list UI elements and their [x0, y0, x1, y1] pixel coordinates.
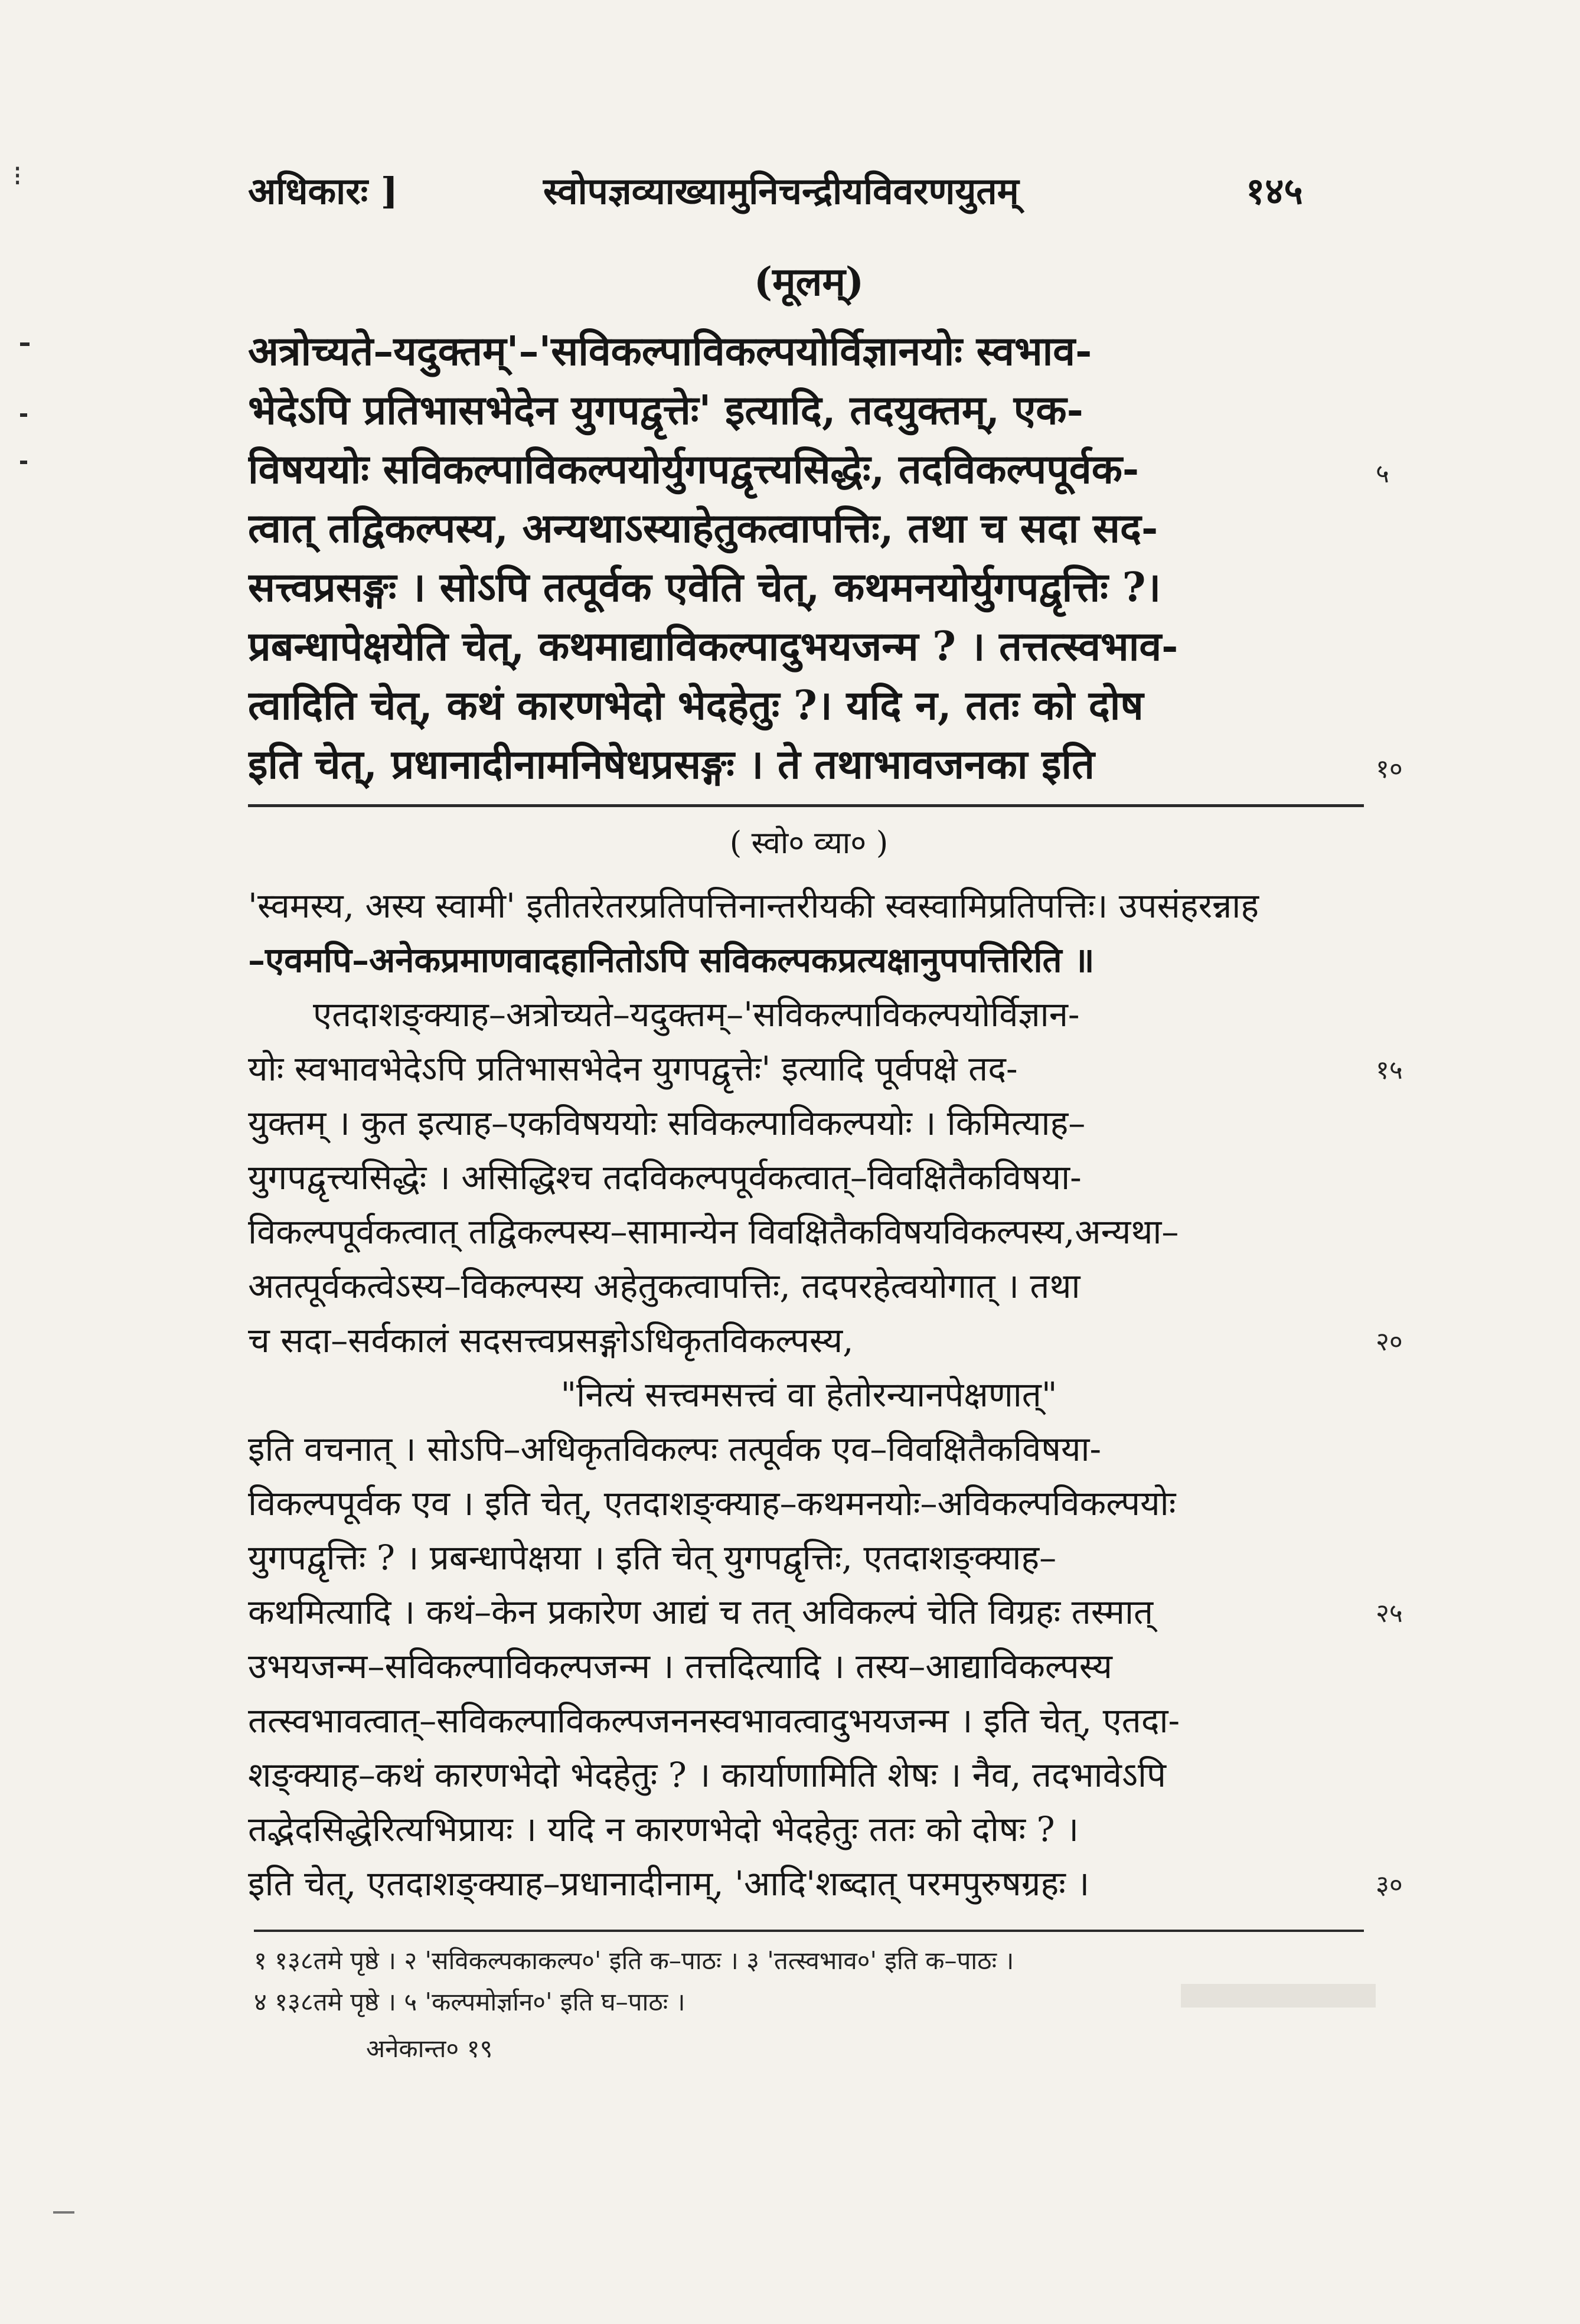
line-number: १०: [1376, 754, 1403, 784]
line-number: १५: [1376, 1055, 1403, 1085]
root-text: [248, 322, 1370, 806]
footnote-divider: [254, 1930, 1364, 1932]
commentary-text: [248, 879, 1370, 1918]
line-number: ३०: [1376, 1870, 1403, 1900]
quoted-verse: "नित्यं सत्त्वमसत्त्वं वा हेतोरन्यानपेक्षणात्": [560, 1375, 1057, 1415]
commentary-heading: ( स्वो० व्या० ): [729, 825, 889, 861]
signature-mark: अनेकान्त० १९: [366, 2034, 493, 2063]
root-line: भेदेऽपि प्रतिभासभेदेन युगपद्वृत्तेः' इत्यादि, तदयुक्तम्, एक-: [248, 387, 1083, 434]
edge-mark: [53, 2211, 74, 2214]
commentary-line: –एवमपि–अनेकप्रमाणवादहानितोऽपि सविकल्पकप्रत्यक्षानुपपत्तिरिति ॥: [248, 940, 1095, 980]
root-line: प्रबन्धापेक्षयेति चेत्, कथमाद्याविकल्पादुभयजन्म ? । तत्तत्स्वभाव-: [248, 623, 1179, 670]
commentary-line: उभयजन्म–सविकल्पाविकल्पजन्म । तत्तदित्यादि । तस्य–आद्याविकल्पस्य: [248, 1646, 1112, 1686]
commentary-line: शङ्क्याह–कथं कारणभेदो भेदहेतुः ? । कार्याणामिति शेषः । नैव, तदभावेऽपि: [248, 1755, 1166, 1795]
line-number: २५: [1376, 1598, 1403, 1628]
edge-mark: ⁝: [13, 159, 22, 192]
header-title: स्वोपज्ञव्याख्यामुनिचन्द्रीयविवरणयुतम्: [543, 169, 1019, 213]
commentary-line: च सदा–सर्वकालं सदसत्त्वप्रसङ्गोऽधिकृतविकल्पस्य,: [248, 1320, 854, 1360]
page-number: १४५: [1246, 169, 1303, 213]
root-line: विषययोः सविकल्पाविकल्पयोर्युगपद्वृत्त्यसिद्धेः, तदविकल्पपूर्वक-: [248, 446, 1140, 493]
commentary-line: एतदाशङ्क्याह–अत्रोच्यते–यदुक्तम्–'सविकल्पाविकल्पयोर्विज्ञान-: [313, 994, 1080, 1034]
commentary-line: विकल्पपूर्वकत्वात् तद्विकल्पस्य–सामान्येन विवक्षितैकविषयविकल्पस्य,अन्यथा–: [248, 1212, 1179, 1252]
scan-blur: [1181, 1984, 1376, 2008]
edge-mark: [20, 461, 27, 464]
edge-mark: [20, 342, 30, 346]
commentary-line: तद्भेदसिद्धेरित्यभिप्रायः । यदि न कारणभेदो भेदहेतुः ततः को दोषः ? ।: [248, 1809, 1079, 1849]
root-line: सत्त्वप्रसङ्गः । सोऽपि तत्पूर्वक एवेति चेत्, कथमनयोर्युगपद्वृत्तिः ?।: [248, 564, 1161, 611]
commentary-line: अतत्पूर्वकत्वेऽस्य–विकल्पस्य अहेतुकत्वापत्तिः, तदपरहेत्वयोगात् । तथा: [248, 1266, 1080, 1306]
footnote-line: १ १३८तमे पृष्ठे । २ 'सविकल्पकाकल्प०' इति क–पाठः । ३ 'तत्स्वभाव०' इति क–पाठः ।: [254, 1946, 1014, 1975]
commentary-line: कथमित्यादि । कथं–केन प्रकारेण आद्यं च तत् अविकल्पं चेति विग्रहः तस्मात्: [248, 1592, 1154, 1632]
mulam-heading-block: [248, 254, 1370, 313]
commentary-line: 'स्वमस्य, अस्य स्वामी' इतीतरेतरप्रतिपत्तिनान्तरीयकी स्वस्वामिप्रतिपत्तिः। उपसंहरन्नाह: [248, 886, 1259, 926]
commentary-line: इति चेत्, एतदाशङ्क्याह–प्रधानादीनाम्, 'आदि'शब्दात् परमपुरुषग्रहः ।: [248, 1863, 1090, 1904]
commentary-line: तत्स्वभावत्वात्–सविकल्पाविकल्पजननस्वभावत्वादुभयजन्म । इति चेत्, एतदा-: [248, 1700, 1180, 1741]
section-divider: [248, 804, 1364, 807]
commentary-heading-block: [248, 821, 1370, 874]
commentary-line: युगपद्वृत्त्यसिद्धेः । असिद्धिश्च तदविकल्पपूर्वकत्वात्–विवक्षितैकविषया-: [248, 1157, 1082, 1197]
commentary-line: योः स्वभावभेदेऽपि प्रतिभासभेदेन युगपद्वृत्तेः' इत्यादि पूर्वपक्षे तद-: [248, 1049, 1018, 1089]
line-number: ५: [1376, 459, 1389, 489]
commentary-line: युक्तम् । कुत इत्याह–एकविषययोः सविकल्पाविकल्पयोः । किमित्याह–: [248, 1103, 1086, 1143]
commentary-line: युगपद्वृत्तिः ? । प्रबन्धापेक्षया । इति चेत् युगपद्वृत्तिः, एतदाशङ्क्याह–: [248, 1538, 1057, 1578]
commentary-line: विकल्पपूर्वक एव । इति चेत्, एतदाशङ्क्याह–कथमनयोः–अविकल्पविकल्पयोः: [248, 1483, 1176, 1523]
footnote-line: ४ १३८तमे पृष्ठे । ५ 'कल्पमोर्ज्ञान०' इति घ–पाठः ।: [254, 1987, 685, 2016]
mulam-heading: (मूलम्): [753, 259, 864, 305]
root-line: त्वात् तद्विकल्पस्य, अन्यथाऽस्याहेतुकत्वापत्तिः, तथा च सदा सद-: [248, 505, 1158, 552]
header-left: अधिकारः ]: [248, 169, 399, 213]
root-line: अत्रोच्यते–यदुक्तम्‌'–'सविकल्पाविकल्पयोर्विज्ञानयोः स्वभाव-: [248, 328, 1092, 375]
commentary-line: इति वचनात् । सोऽपि–अधिकृतविकल्पः तत्पूर्वक एव–विवक्षितैकविषया-: [248, 1429, 1102, 1469]
root-line: इति चेत्, प्रधानादीनामनिषेधप्रसङ्गः । ते तथाभावजनका इति: [248, 741, 1095, 788]
line-number: २०: [1376, 1327, 1403, 1357]
edge-mark: [20, 413, 27, 417]
root-line: त्वादिति चेत्, कथं कारणभेदो भेदहेतुः ?। यदि न, ततः को दोष: [248, 682, 1144, 729]
